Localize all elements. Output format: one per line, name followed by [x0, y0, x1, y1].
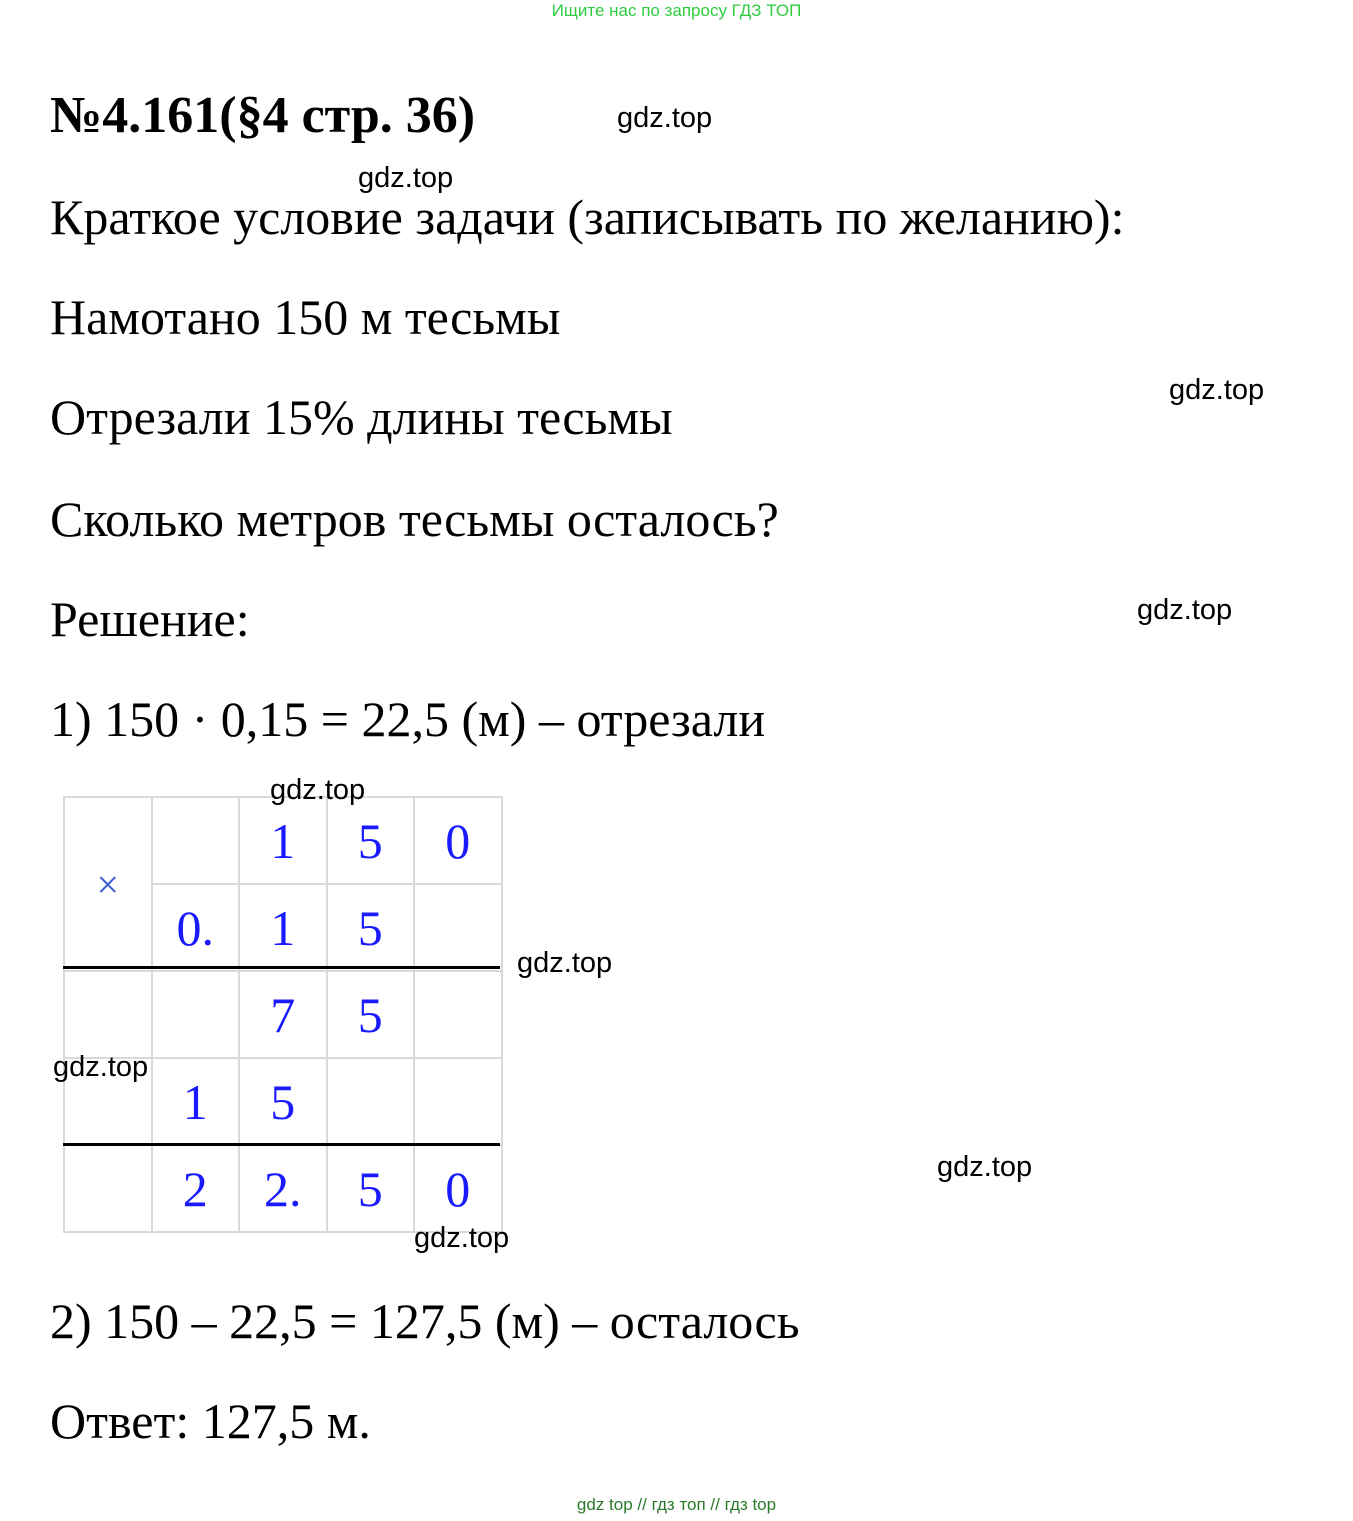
solution-header: Решение: — [50, 591, 250, 647]
watermark: gdz.top — [270, 774, 366, 806]
grid-cell: 5 — [238, 1057, 328, 1146]
condition-header: Краткое условие задачи (записывать по желанию): — [50, 189, 1125, 245]
problem-title: №4.161(§4 стр. 36) — [50, 87, 476, 144]
watermark: gdz.top — [1169, 374, 1265, 406]
answer-line: Ответ: 127,5 м. — [50, 1393, 371, 1449]
grid-cell: 0. — [151, 883, 241, 972]
footer-links[interactable]: gdz top // гдз топ // гдз top — [576, 1495, 777, 1514]
sum-divider-line — [63, 966, 500, 969]
watermark: gdz.top — [517, 947, 613, 979]
watermark: gdz.top — [1137, 594, 1233, 626]
given-line-1: Намотано 150 м тесьмы — [50, 289, 561, 345]
multiplication-grid — [63, 796, 501, 1231]
grid-cell — [151, 970, 241, 1059]
grid-cell: 2. — [238, 1144, 328, 1233]
sum-divider-line — [63, 1143, 500, 1146]
grid-cell: 0 — [413, 1144, 503, 1233]
grid-cell — [63, 970, 153, 1059]
grid-cell: 1 — [238, 796, 328, 885]
grid-cell — [151, 796, 241, 885]
grid-cell: 2 — [151, 1144, 241, 1233]
watermark: gdz.top — [414, 1222, 510, 1254]
grid-cell: 5 — [326, 1144, 416, 1233]
grid-cell — [326, 1057, 416, 1146]
question-line: Сколько метров тесьмы осталось? — [50, 491, 779, 547]
grid-cell: 1 — [238, 883, 328, 972]
grid-cell: 0 — [413, 796, 503, 885]
grid-cell: 5 — [326, 796, 416, 885]
watermark: gdz.top — [617, 102, 713, 134]
grid-cell: 5 — [326, 883, 416, 972]
given-line-2: Отрезали 15% длины тесьмы — [50, 389, 673, 445]
grid-cell — [63, 1144, 153, 1233]
watermark: gdz.top — [53, 1051, 149, 1083]
grid-cell: 5 — [326, 970, 416, 1059]
top-banner[interactable]: Ищите нас по запросу ГДЗ ТОП — [551, 1, 802, 20]
solution-step-1: 1) 150 · 0,15 = 22,5 (м) – отрезали — [50, 691, 766, 747]
grid-cell — [413, 1057, 503, 1146]
solution-step-2: 2) 150 – 22,5 = 127,5 (м) – осталось — [50, 1293, 800, 1349]
grid-cell: 7 — [238, 970, 328, 1059]
grid-cell — [413, 970, 503, 1059]
grid-cell: 1 — [151, 1057, 241, 1146]
watermark: gdz.top — [937, 1151, 1033, 1183]
grid-cell — [413, 883, 503, 972]
multiply-operator: × — [63, 796, 153, 972]
watermark: gdz.top — [358, 162, 454, 194]
